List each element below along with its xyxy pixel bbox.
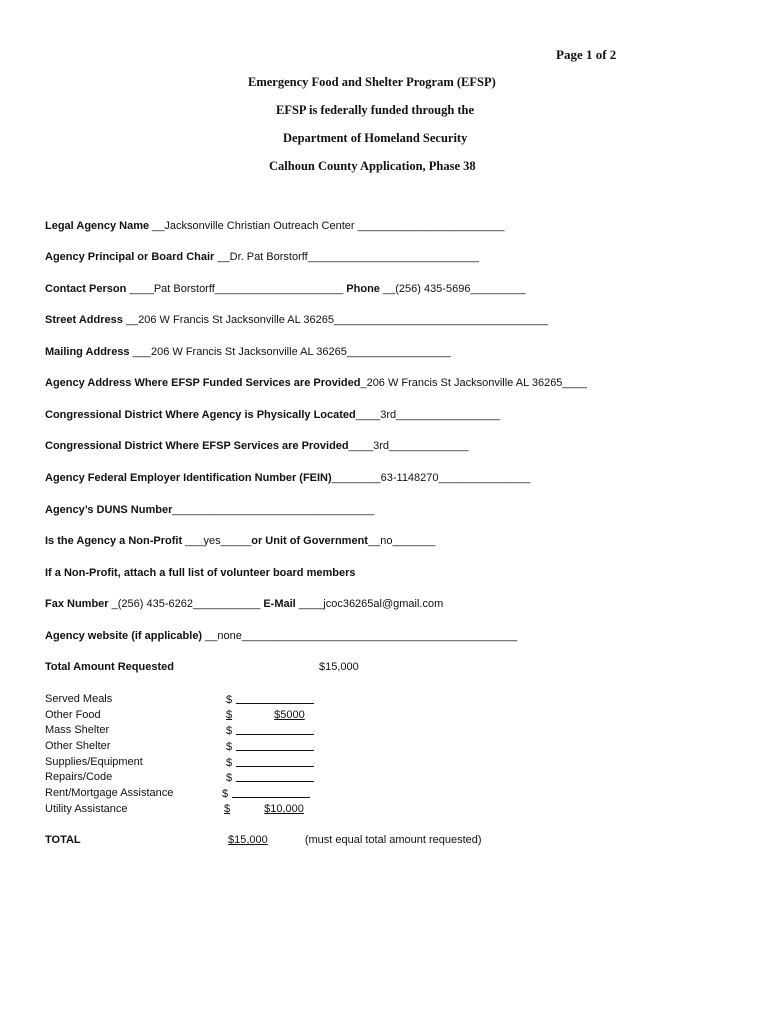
services-address-label: Agency Address Where EFSP Funded Services are Provided <box>45 377 361 389</box>
mailing-address-label: Mailing Address <box>45 346 130 358</box>
page-number: Page 1 of 2 <box>556 47 617 62</box>
amount-value: $10,000 <box>264 803 304 815</box>
fein-label: Agency Federal Employer Identification Number (FEIN) <box>45 472 332 484</box>
street-address-value: __206 W Francis St Jacksonville AL 36265___________________________________ <box>122 314 549 326</box>
dollar-sign: $ <box>226 772 233 784</box>
fein-value: ________63-1148270_______________ <box>331 472 531 484</box>
amount-blank <box>236 693 314 704</box>
dollar-sign: $ <box>224 803 231 815</box>
budget-label-other-food: Other Food <box>45 709 101 721</box>
budget-amount-other-shelter <box>226 740 314 753</box>
duns-field <box>45 504 374 516</box>
agency-principal-field <box>45 251 479 263</box>
total-requested-value: $15,000 <box>319 661 359 673</box>
total-amount-value <box>226 834 302 846</box>
email-label: E-Mail <box>263 598 296 610</box>
budget-amount-served-meals <box>226 693 314 706</box>
budget-amount-utility <box>224 803 304 815</box>
dollar-sign: $ <box>226 709 233 721</box>
budget-label-supplies: Supplies/Equipment <box>45 756 143 768</box>
legal-agency-name-label: Legal Agency Name <box>45 220 150 232</box>
contact-person-value: ____Pat Borstorff_____________________ <box>126 283 347 295</box>
total-requested-label: Total Amount Requested <box>45 661 174 673</box>
agency-principal-label: Agency Principal or Board Chair <box>45 251 215 263</box>
dollar-sign: $ <box>226 757 233 769</box>
agency-principal-value: __Dr. Pat Borstorff____________________________ <box>214 251 479 263</box>
duns-label: Agency’s DUNS Number <box>45 504 173 516</box>
street-address-field <box>45 314 548 326</box>
unit-of-government-label: or Unit of Government <box>251 535 368 547</box>
amount-value: $5000 <box>274 709 305 721</box>
amount-blank <box>236 724 314 735</box>
budget-label-mass-shelter: Mass Shelter <box>45 724 110 736</box>
title-application: Calhoun County Application, Phase 38 <box>269 159 476 173</box>
amount-blank <box>236 756 314 767</box>
budget-amount-repairs <box>226 771 314 784</box>
total-note: (must equal total amount requested) <box>304 834 482 846</box>
amount-blank <box>236 740 314 751</box>
phone-value: __(256) 435-5696_________ <box>379 283 526 295</box>
nonprofit-label: Is the Agency a Non-Profit <box>45 535 183 547</box>
services-address-field <box>45 377 587 389</box>
district-located-value: ____3rd_________________ <box>355 409 501 421</box>
budget-total-field <box>224 834 482 846</box>
budget-total-label: TOTAL <box>45 834 81 846</box>
fax-label: Fax Number <box>45 598 109 610</box>
district-located-label: Congressional District Where Agency is Physically Located <box>45 409 356 421</box>
district-services-label: Congressional District Where EFSP Services are Provided <box>45 440 349 452</box>
budget-label-rent-mortgage: Rent/Mortgage Assistance <box>45 787 174 799</box>
nonprofit-value: ___yes_____ <box>182 535 252 547</box>
dollar-sign: $ <box>226 741 233 753</box>
budget-amount-supplies <box>226 756 314 769</box>
fein-field <box>45 472 530 484</box>
legal-agency-name-field <box>45 220 504 232</box>
email-value: ____jcoc36265al@gmail.com <box>295 598 444 610</box>
total-amount-number: $15,000 <box>228 834 268 846</box>
contact-person-field <box>45 283 526 295</box>
fax-email-field <box>45 598 443 610</box>
fax-value: _(256) 435-6262___________ <box>108 598 264 610</box>
amount-blank <box>232 787 310 798</box>
dollar-sign: $ <box>222 788 229 800</box>
budget-amount-mass-shelter <box>226 724 314 737</box>
budget-amount-rent-mortgage <box>222 787 310 800</box>
title-department: Department of Homeland Security <box>283 131 468 145</box>
budget-label-utility: Utility Assistance <box>45 803 128 815</box>
title-funding: EFSP is federally funded through the <box>276 103 475 117</box>
nonprofit-field <box>45 535 435 547</box>
budget-amount-other-food <box>226 709 305 721</box>
duns-value: _________________________________ <box>172 504 375 516</box>
legal-agency-name-value: __Jacksonville Christian Outreach Center ________________________ <box>149 220 505 232</box>
title-program: Emergency Food and Shelter Program (EFSP) <box>248 75 496 89</box>
mailing-address-value: ___206 W Francis St Jacksonville AL 36265_________________ <box>129 346 451 358</box>
district-located-field <box>45 409 500 421</box>
services-address-value: _206 W Francis St Jacksonville AL 36265____ <box>360 377 587 389</box>
website-label: Agency website (if applicable) <box>45 630 203 642</box>
district-services-value: ____3rd_____________ <box>348 440 469 452</box>
website-field <box>45 630 517 642</box>
budget-label-other-shelter: Other Shelter <box>45 740 111 752</box>
board-members-note: If a Non-Profit, attach a full list of volunteer board members <box>45 567 356 579</box>
contact-person-label: Contact Person <box>45 283 127 295</box>
phone-label: Phone <box>346 283 380 295</box>
unit-of-government-value: __no_______ <box>367 535 436 547</box>
budget-label-repairs: Repairs/Code <box>45 771 113 783</box>
street-address-label: Street Address <box>45 314 123 326</box>
amount-blank <box>236 771 314 782</box>
mailing-address-field <box>45 346 451 358</box>
dollar-sign: $ <box>226 725 233 737</box>
budget-label-served-meals: Served Meals <box>45 693 113 705</box>
dollar-sign: $ <box>226 694 233 706</box>
website-value: __none_____________________________________________ <box>202 630 518 642</box>
district-services-field <box>45 440 469 452</box>
